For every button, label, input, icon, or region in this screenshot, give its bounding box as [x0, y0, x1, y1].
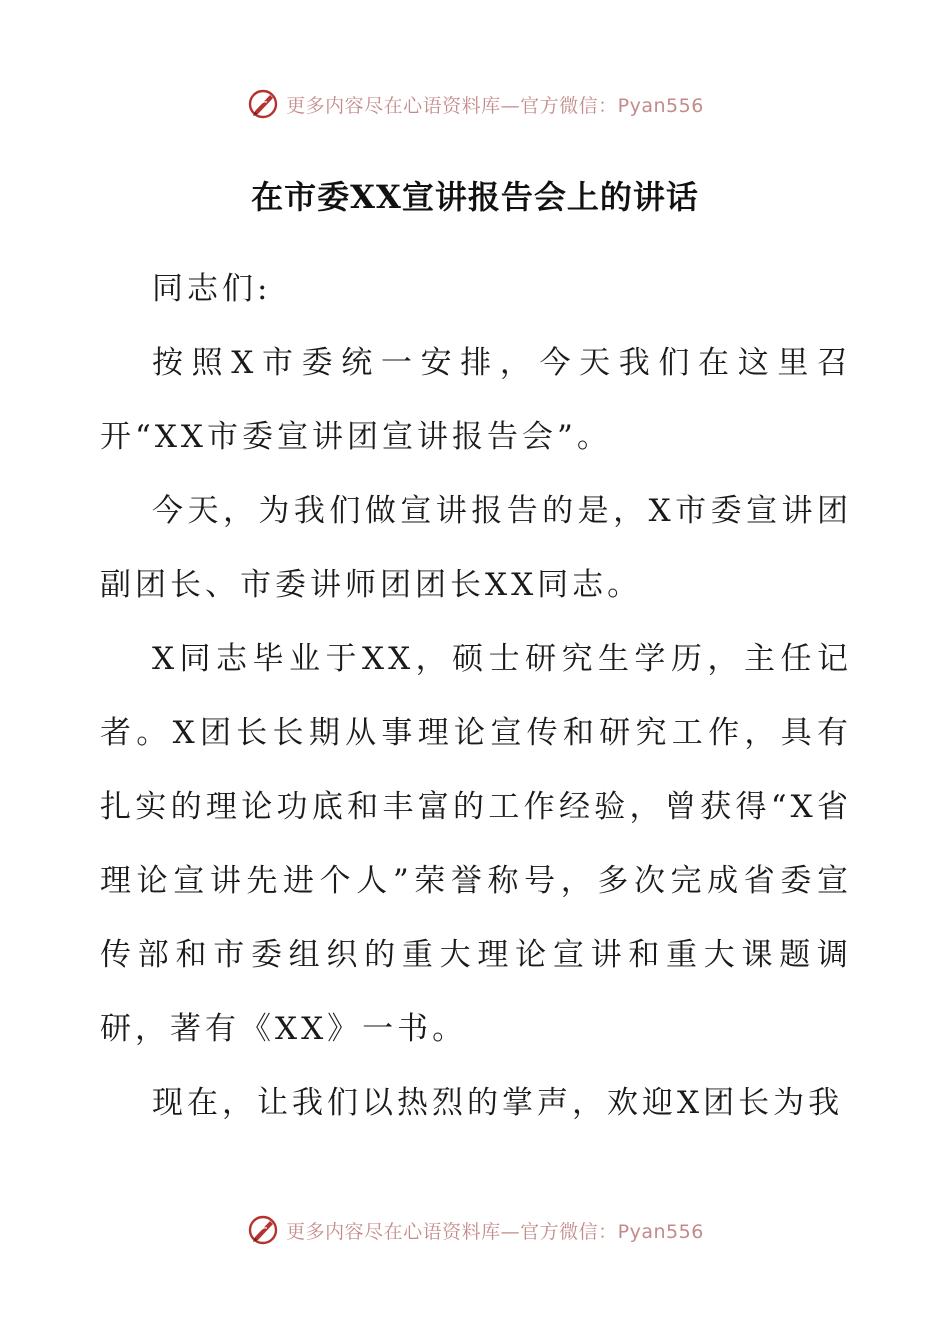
paragraph-welcome: 现在，让我们以热烈的掌声，欢迎X团长为我 — [152, 1085, 844, 1121]
pen-logo-icon — [246, 87, 280, 121]
footer-banner-content — [246, 1213, 704, 1247]
header-banner-handle: Pyan556 — [617, 94, 704, 117]
header-banner-text — [286, 91, 704, 118]
document-body — [100, 252, 852, 1140]
document-title: 在市委XX宣讲报告会上的讲话 — [251, 178, 699, 216]
header-banner-content — [246, 87, 704, 121]
footer-banner-label: 更多内容尽在心语资料库—官方微信： — [286, 1220, 618, 1243]
footer-banner — [0, 1210, 950, 1250]
footer-banner-text — [286, 1217, 704, 1244]
paragraph-speaker-background: X同志毕业于XX，硕士研究生学历，主任记者。X团长长期从事理论宣传和研究工作，具有扎实的理论功底和丰富的工作经验，曾获得“X省理论宣讲先进个人”荣誉称号，多次完成省委宣传部和市委组织的重大理论宣讲和重大课题调研，著有《XX》一书。 — [100, 641, 852, 1047]
header-banner — [0, 84, 950, 124]
header-banner-label: 更多内容尽在心语资料库—官方微信： — [286, 94, 618, 117]
paragraph-salutation: 同志们: — [152, 271, 272, 307]
paragraph-speaker-intro: 今天，为我们做宣讲报告的是，X市委宣讲团副团长、市委讲师团团长XX同志。 — [100, 493, 852, 603]
footer-banner-handle: Pyan556 — [617, 1220, 704, 1243]
paragraph-arrangement: 按照X市委统一安排，今天我们在这里召开“XX市委宣讲团宣讲报告会”。 — [100, 345, 852, 455]
pen-logo-icon — [246, 1213, 280, 1247]
